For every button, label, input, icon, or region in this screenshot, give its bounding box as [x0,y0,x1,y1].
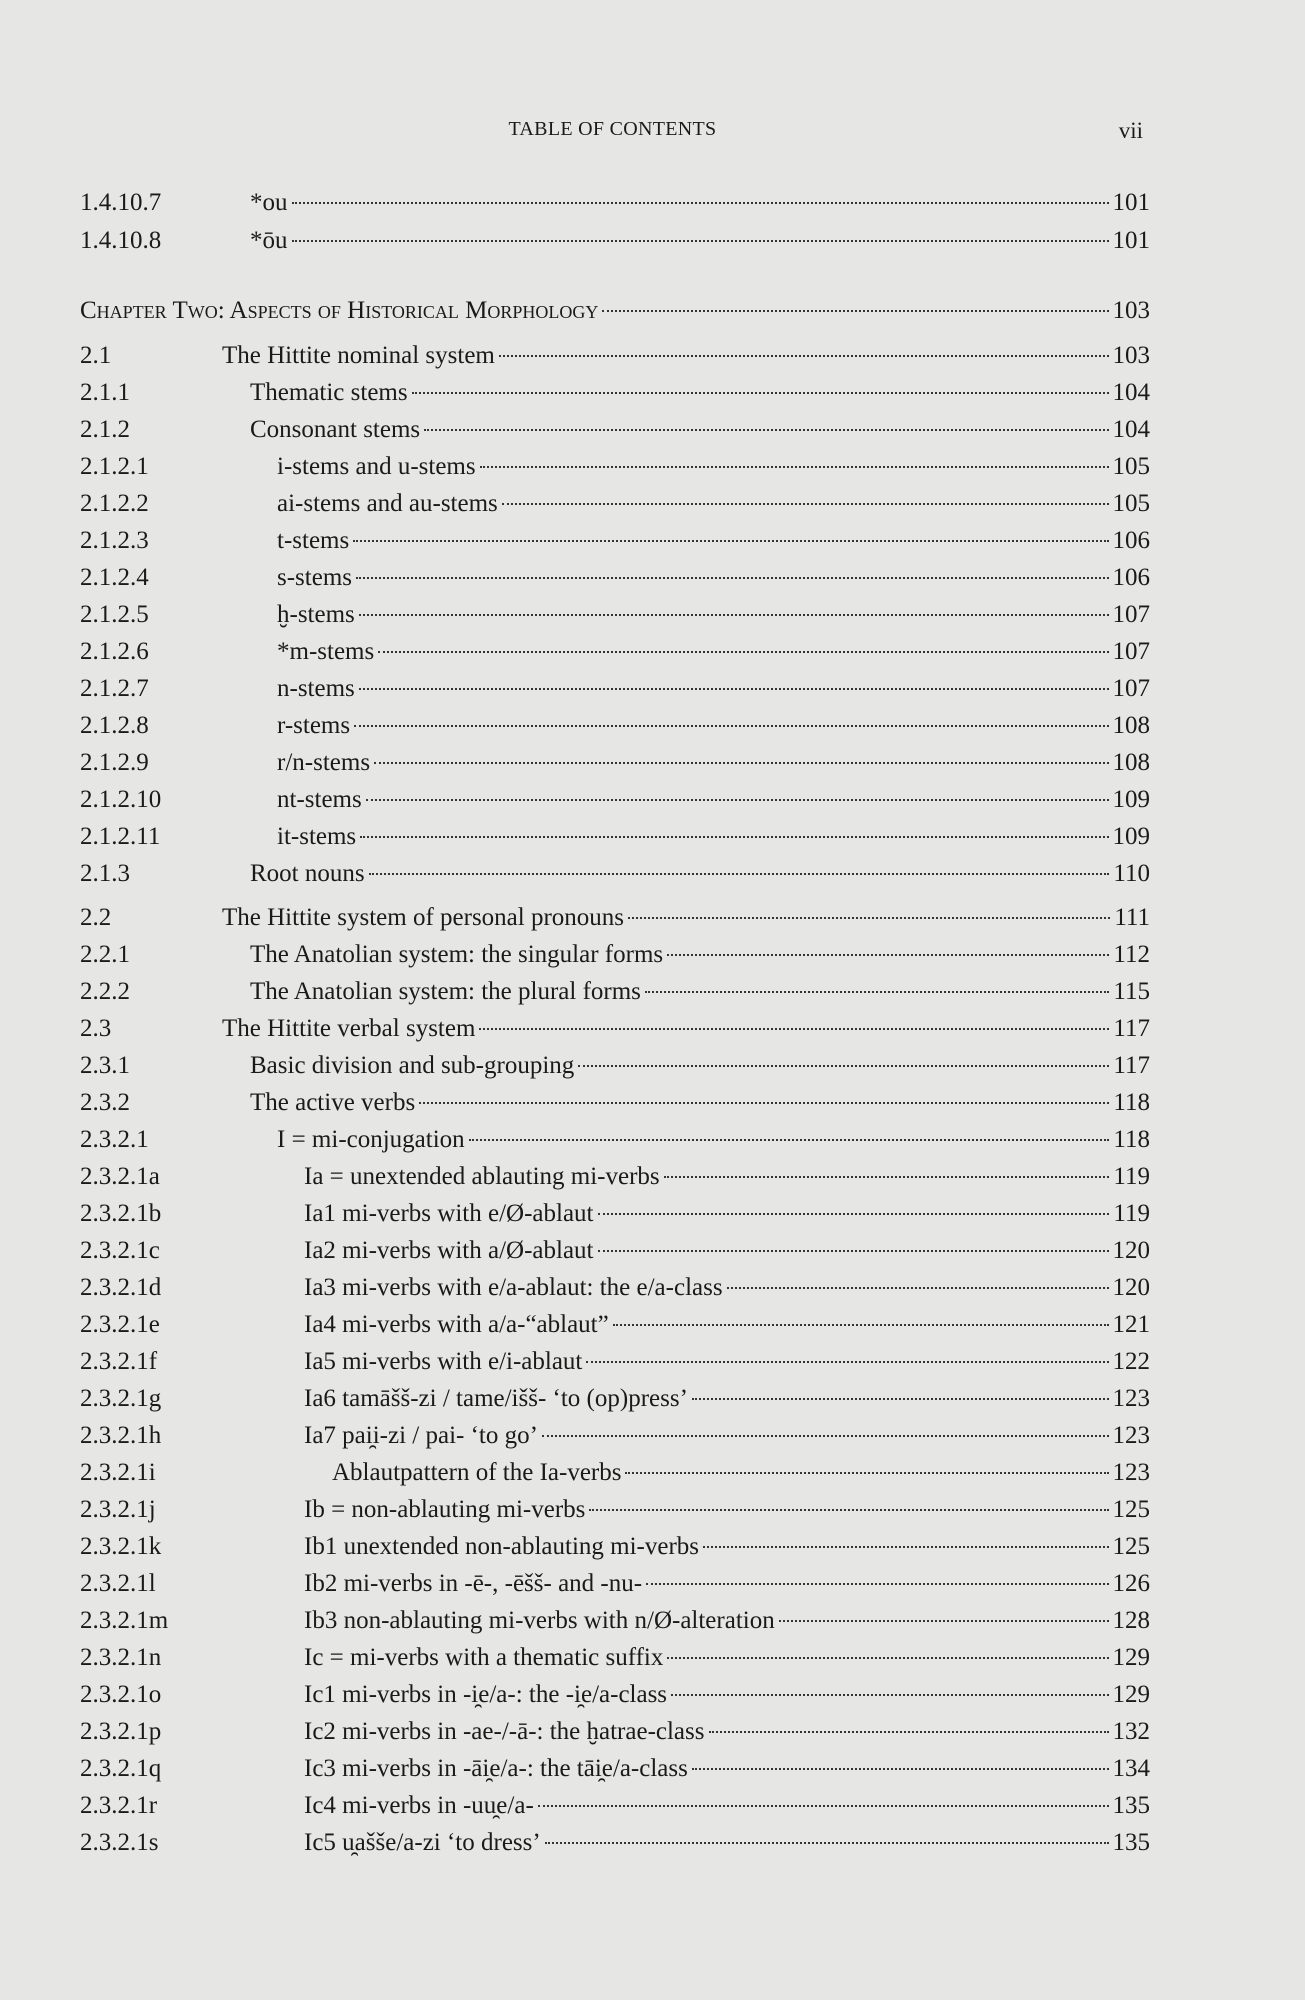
page-number: 125 [1112,1496,1150,1523]
section-title: Ib3 non-ablauting mi-verbs with n/Ø-alteration [304,1607,775,1634]
dot-leader [502,503,1109,505]
toc-entry[interactable] [80,974,1150,1010]
dot-leader [602,310,1108,312]
entry-line [250,937,1150,973]
toc-entry[interactable] [80,1529,1150,1565]
toc-entry[interactable] [80,1603,1150,1639]
entry-line [277,449,1150,485]
toc-entry[interactable] [80,1011,1150,1047]
dot-leader [538,1805,1109,1807]
toc-entry[interactable] [80,1418,1150,1454]
section-number: 2.3.2.1h [80,1422,162,1449]
section-number: 2.3.2.1o [80,1681,162,1708]
entry-line [304,1159,1150,1195]
section-number: 2.1.3 [80,860,130,887]
section-number: 2.3.2.1c [80,1237,160,1264]
entry-line [277,634,1150,670]
section-title: I = mi-conjugation [277,1126,465,1153]
section-title: Ia1 mi-verbs with e/Ø-ablaut [304,1200,594,1227]
section-title: n-stems [277,675,355,702]
section-title: Ib1 unextended non-ablauting mi-verbs [304,1533,700,1560]
section-title: i-stems and u-stems [277,453,476,480]
entry-line [250,223,1150,259]
page-number: 104 [1112,416,1150,443]
toc-entry[interactable] [80,1455,1150,1491]
section-number: 2.3 [80,1015,112,1042]
section-title: *ōu [250,227,288,254]
toc-entry[interactable] [80,597,1150,633]
section-number: 2.1.2.4 [80,564,149,591]
dot-leader [480,466,1109,468]
entry-line [304,1751,1150,1787]
dot-leader [646,1583,1108,1585]
section-title: *ou [250,189,288,216]
header-title: TABLE OF CONTENTS [508,118,717,140]
toc-entry[interactable] [80,671,1150,707]
section-title: The Hittite nominal system [222,342,495,369]
page-number: 126 [1112,1570,1150,1597]
page-number: 121 [1112,1311,1150,1338]
section-number: 2.3.2.1m [80,1607,169,1634]
page-number: 110 [1113,860,1150,887]
section-number: 2.1.2 [80,416,130,443]
dot-leader [354,725,1108,727]
section-title: Ia6 tamāšš-zi / tame/išš- ‘to (op)press’ [304,1385,688,1412]
page-number: 108 [1112,712,1150,739]
section-number: 2.1.2.5 [80,601,149,628]
section-title: Ic = mi-verbs with a thematic suffix [304,1644,664,1671]
entry-line [277,486,1150,522]
entry-line [332,1455,1150,1491]
toc-entry[interactable] [80,1714,1150,1750]
dot-leader [645,991,1110,993]
page-number: 119 [1113,1200,1150,1227]
toc-entry[interactable] [80,1381,1150,1417]
section-number: 2.2 [80,904,112,931]
dot-leader [598,1213,1110,1215]
toc-entry[interactable] [80,1085,1150,1121]
entry-line [277,708,1150,744]
entry-line [304,1344,1150,1380]
section-title: Ia7 pai̯i-zi / pai- ‘to go’ [304,1422,538,1449]
section-title: nt-stems [277,786,362,813]
toc-entry[interactable] [80,708,1150,744]
dot-leader [369,873,1110,875]
entry-line [277,819,1150,855]
section-title: Ia3 mi-verbs with e/a-ablaut: the e/a-class [304,1274,723,1301]
section-title: ai-stems and au-stems [277,490,498,517]
page-number: 122 [1112,1348,1150,1375]
dot-leader [412,392,1109,394]
page-number: 105 [1112,453,1150,480]
section-title: Ia5 mi-verbs with e/i-ablaut [304,1348,583,1375]
page-number: 104 [1112,379,1150,406]
section-number: 2.1.2.8 [80,712,149,739]
toc-entry[interactable] [80,1492,1150,1528]
page-number: 106 [1112,527,1150,554]
section-title: Basic division and sub-grouping [250,1052,575,1079]
toc-entry[interactable] [80,523,1150,559]
section-title: Thematic stems [250,379,408,406]
section-title: Ic1 mi-verbs in -i̯e/a-: the -i̯e/a-class [304,1681,668,1708]
page-number: 128 [1112,1607,1150,1634]
entry-line [304,1788,1150,1824]
page-number: 119 [1113,1163,1150,1190]
dot-leader [419,1102,1109,1104]
section-title: it-stems [277,823,357,850]
section-title: t-stems [277,527,350,554]
section-number: 2.3.2.1d [80,1274,162,1301]
section-title: Ic5 u̯ašše/a-zi ‘to dress’ [304,1829,541,1856]
section-title: Ic4 mi-verbs in -uu̯e/a- [304,1792,534,1819]
section-number: 2.3.2.1e [80,1311,160,1338]
section-number: 2.1.2.1 [80,453,149,480]
page-number: 101 [1112,227,1150,254]
entry-line [304,1677,1150,1713]
toc-entry[interactable] [80,293,1150,329]
page-number: 118 [1113,1089,1150,1116]
section-number: 2.1.1 [80,379,130,406]
page-number: 105 [1112,490,1150,517]
entry-line [250,185,1150,221]
entry-line [304,1640,1150,1676]
dot-leader [359,688,1109,690]
dot-leader [779,1620,1109,1622]
section-number: 2.1.2.2 [80,490,149,517]
toc-entry[interactable] [80,1233,1150,1269]
entry-line [304,1714,1150,1750]
toc-entry[interactable] [80,223,1150,259]
page-number: 134 [1112,1755,1150,1782]
page-number: 107 [1112,675,1150,702]
section-number: 2.3.2 [80,1089,130,1116]
section-number: 2.1.2.7 [80,675,149,702]
toc-entry[interactable] [80,412,1150,448]
entry-line [250,974,1150,1010]
toc-entry[interactable] [80,375,1150,411]
entry-line [304,1603,1150,1639]
page-number: 123 [1112,1422,1150,1449]
section-title: r-stems [277,712,351,739]
toc-entry[interactable] [80,1122,1150,1158]
toc-entry[interactable] [80,1788,1150,1824]
section-title: Ia = unextended ablauting mi-verbs [304,1163,660,1190]
dot-leader [692,1398,1109,1400]
dot-leader [479,1028,1109,1030]
dot-leader [356,577,1109,579]
page-number: 101 [1112,189,1150,216]
section-title: Ic2 mi-verbs in -ae-/-ā-: the ḫatrae-class [304,1718,705,1745]
section-title: The active verbs [250,1089,416,1116]
page-number: 103 [1112,342,1150,369]
dot-leader [671,1694,1108,1696]
dot-leader [709,1731,1109,1733]
dot-leader [545,1842,1109,1844]
entry-line [250,856,1150,892]
page-number: 125 [1112,1533,1150,1560]
entry-line [304,1270,1150,1306]
entry-line [277,745,1150,781]
chapter-title: Chapter Two: Aspects of Historical Morphology [80,297,599,324]
dot-leader [292,202,1109,204]
page-number: 117 [1113,1015,1150,1042]
section-title: Consonant stems [250,416,421,443]
toc-entry[interactable] [80,1270,1150,1306]
section-title: Ia2 mi-verbs with a/Ø-ablaut [304,1237,594,1264]
dot-leader [353,540,1108,542]
section-number: 2.1.2.10 [80,786,162,813]
page-number: 115 [1113,978,1150,1005]
toc-entry[interactable] [80,560,1150,596]
dot-leader [374,762,1108,764]
page-number: 135 [1112,1829,1150,1856]
page-number: 123 [1112,1385,1150,1412]
toc-entry[interactable] [80,449,1150,485]
toc-entry[interactable] [80,1344,1150,1380]
section-number: 2.3.2.1j [80,1496,156,1523]
toc-entry[interactable] [80,1159,1150,1195]
section-number: 2.3.2.1n [80,1644,162,1671]
section-number: 2.3.2.1s [80,1829,159,1856]
page-number: 120 [1112,1274,1150,1301]
dot-leader [613,1324,1109,1326]
section-title: ḫ-stems [277,601,355,628]
dot-leader [424,429,1108,431]
entry-line [277,1122,1150,1158]
section-number: 2.3.2.1l [80,1570,156,1597]
toc-entry[interactable] [80,937,1150,973]
entry-line [277,597,1150,633]
toc-entry[interactable] [80,856,1150,892]
toc-entry[interactable] [80,486,1150,522]
entry-line [250,1048,1150,1084]
page-number: 103 [1112,297,1150,324]
page-number: 112 [1113,941,1150,968]
page-number: 132 [1112,1718,1150,1745]
section-title: Ablautpattern of the Ia-verbs [332,1459,622,1486]
dot-leader [469,1139,1110,1141]
dot-leader [625,1472,1108,1474]
section-title: Ib2 mi-verbs in -ē-, -ēšš- and -nu- [304,1570,643,1597]
section-number: 2.1 [80,342,112,369]
entry-line [222,338,1150,374]
dot-leader [366,799,1109,801]
entry-line [304,1566,1150,1602]
section-title: The Hittite verbal system [222,1015,476,1042]
page-number: 120 [1112,1237,1150,1264]
dot-leader [692,1768,1109,1770]
page-number: 129 [1112,1681,1150,1708]
section-number: 2.3.2.1p [80,1718,162,1745]
section-number: 2.3.2.1b [80,1200,162,1227]
toc-entry[interactable] [80,338,1150,374]
section-number: 2.3.2.1a [80,1163,160,1190]
header-page-number: vii [1118,118,1143,143]
toc-entry[interactable] [80,185,1150,221]
toc-entry[interactable] [80,1048,1150,1084]
page-number: 107 [1112,601,1150,628]
entry-line [277,560,1150,596]
entry-line [277,523,1150,559]
entry-line [277,671,1150,707]
dot-leader [378,651,1108,653]
entry-line [304,1418,1150,1454]
section-title: *m-stems [277,638,375,665]
section-number: 2.1.2.9 [80,749,149,776]
entry-line [277,782,1150,818]
entry-line [304,1307,1150,1343]
entry-line [304,1529,1150,1565]
toc-entry[interactable] [80,1825,1150,1861]
section-number: 2.2.2 [80,978,130,1005]
entry-line [304,1825,1150,1861]
dot-leader [703,1546,1108,1548]
toc-entry[interactable] [80,1640,1150,1676]
toc-entry[interactable] [80,1307,1150,1343]
page-number: 135 [1112,1792,1150,1819]
dot-leader [667,1657,1108,1659]
entry-line [222,1011,1150,1047]
section-number: 2.3.2.1 [80,1126,149,1153]
section-number: 2.1.2.3 [80,527,149,554]
toc-entry[interactable] [80,1196,1150,1232]
dot-leader [667,954,1109,956]
dot-leader [589,1509,1108,1511]
section-number: 2.3.2.1r [80,1792,158,1819]
entry-line [250,375,1150,411]
section-number: 2.3.2.1k [80,1533,162,1560]
dot-leader [628,917,1110,919]
page-number: 108 [1112,749,1150,776]
page-number: 123 [1112,1459,1150,1486]
section-title: Ia4 mi-verbs with a/a-“ablaut” [304,1311,609,1338]
toc-entry[interactable] [80,900,1150,936]
dot-leader [727,1287,1109,1289]
page-number: 107 [1112,638,1150,665]
section-number: 2.3.2.1i [80,1459,156,1486]
page-number: 118 [1113,1126,1150,1153]
section-number: 2.3.2.1g [80,1385,162,1412]
toc-entry[interactable] [80,634,1150,670]
dot-leader [542,1435,1109,1437]
section-title: Root nouns [250,860,365,887]
dot-leader [578,1065,1109,1067]
page-number: 129 [1112,1644,1150,1671]
entry-line [250,1085,1150,1121]
dot-leader [499,355,1109,357]
page-number: 109 [1112,823,1150,850]
page-number: 109 [1112,786,1150,813]
page-number: 106 [1112,564,1150,591]
section-title: The Anatolian system: the singular forms [250,941,664,968]
section-number: 2.3.1 [80,1052,130,1079]
entry-line [304,1196,1150,1232]
toc-entry[interactable] [80,819,1150,855]
section-number: 2.3.2.1q [80,1755,162,1782]
running-header [0,118,1305,148]
section-title: The Anatolian system: the plural forms [250,978,641,1005]
dot-leader [586,1361,1108,1363]
toc-entry[interactable] [80,1566,1150,1602]
section-number: 1.4.10.8 [80,227,162,254]
entry-line [222,900,1150,936]
section-number: 2.2.1 [80,941,130,968]
entry-line [304,1381,1150,1417]
entry-line [80,293,1150,329]
section-number: 2.3.2.1f [80,1348,158,1375]
dot-leader [360,836,1108,838]
toc-entry[interactable] [80,782,1150,818]
dot-leader [292,240,1109,242]
section-number: 2.1.2.11 [80,823,161,850]
section-number: 1.4.10.7 [80,189,162,216]
dot-leader [598,1250,1109,1252]
entry-line [304,1233,1150,1269]
entry-line [304,1492,1150,1528]
entry-line [250,412,1150,448]
dot-leader [359,614,1109,616]
toc-entry[interactable] [80,1677,1150,1713]
page-number: 111 [1114,904,1150,931]
section-number: 2.1.2.6 [80,638,149,665]
dot-leader [664,1176,1110,1178]
section-title: The Hittite system of personal pronouns [222,904,625,931]
toc-entry[interactable] [80,1751,1150,1787]
section-title: r/n-stems [277,749,371,776]
section-title: s-stems [277,564,352,591]
page-number: 117 [1113,1052,1150,1079]
toc-entry[interactable] [80,745,1150,781]
section-title: Ic3 mi-verbs in -āi̯e/a-: the tāi̯e/a-class [304,1755,688,1782]
section-title: Ib = non-ablauting mi-verbs [304,1496,586,1523]
